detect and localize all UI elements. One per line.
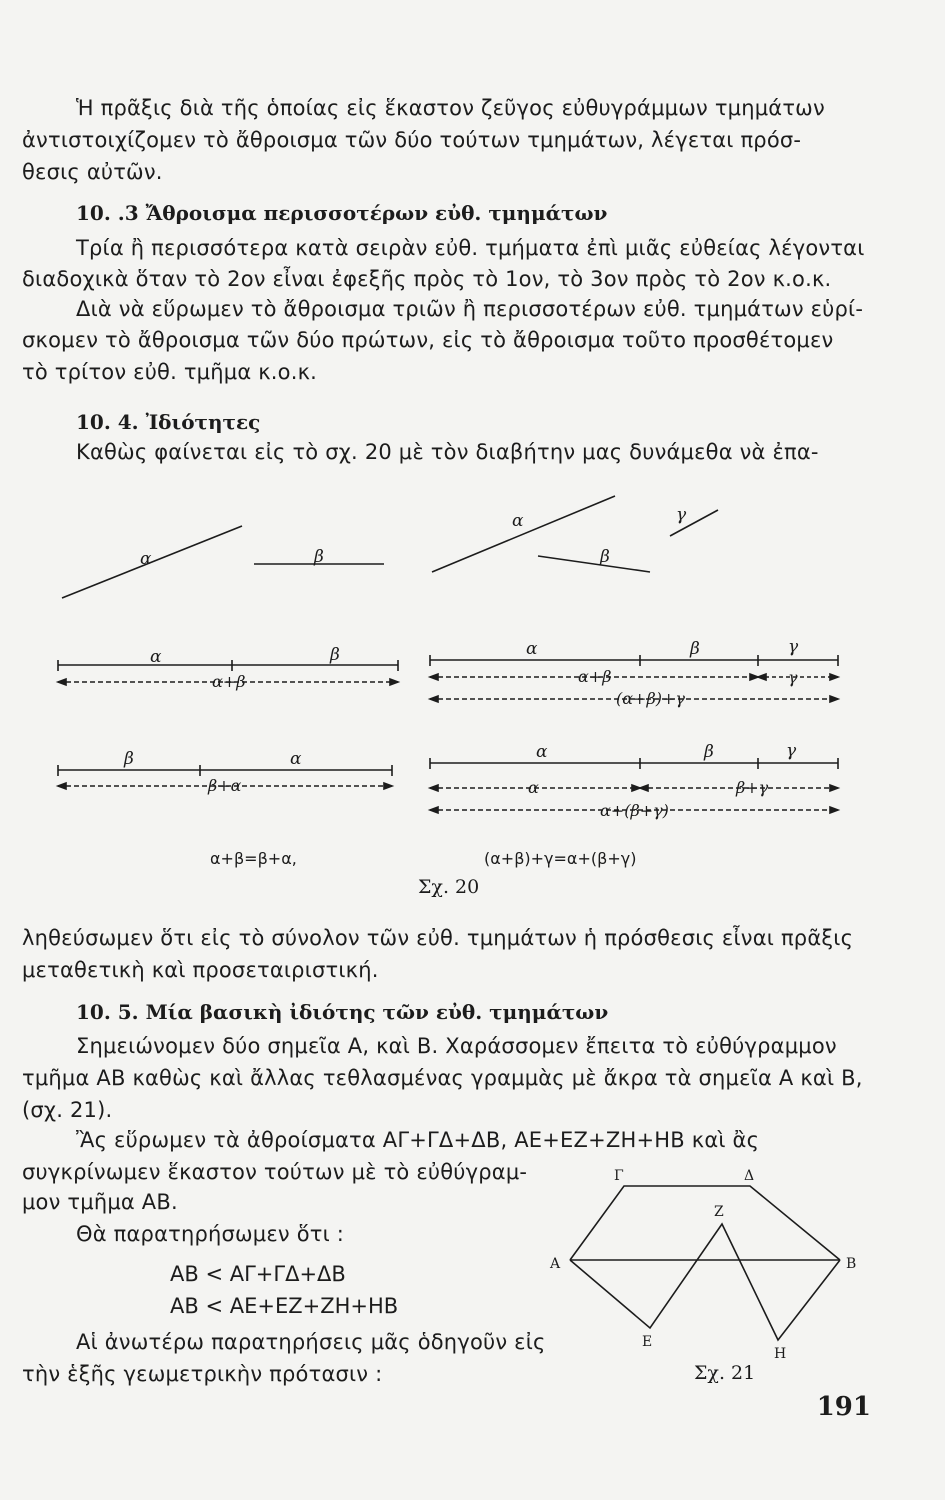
- point-A: Α: [550, 1256, 561, 1272]
- point-H: Η: [774, 1346, 787, 1362]
- label-b-r2: β: [124, 749, 134, 769]
- label-a-top: α: [140, 549, 152, 569]
- sec5-line6: μον τμῆμα ΑΒ.: [22, 1190, 178, 1214]
- sec5-line9: τὴν ἑξῆς γεωμετρικὴν πρότασιν :: [22, 1362, 383, 1386]
- point-B: Β: [846, 1256, 857, 1272]
- segment-b-top-2: [538, 556, 650, 572]
- label-c-r2r: γ: [786, 741, 797, 761]
- inequality-1: ΑΒ < ΑΓ+ΓΔ+ΔΒ: [170, 1262, 346, 1286]
- label-c-top: γ: [676, 505, 687, 525]
- section-3-heading: 10. .3 Ἄθροισμα περισσοτέρων εὐθ. τμημάτων: [76, 201, 608, 225]
- label-a-r1r: α: [526, 639, 538, 659]
- section-4-heading: 10. 4. Ἰδιότητες: [76, 410, 261, 434]
- sec5-line3: (σχ. 21).: [22, 1098, 113, 1122]
- sec3-line4: σκομεν τὸ ἄθροισμα τῶν δύο πρώτων, εἰς τὸ ἄθροισμα τοῦτο προσθέτομεν: [22, 328, 834, 352]
- section-5-heading: 10. 5. Μία βασικὴ ἰδιότης τῶν εὐθ. τμημάτων: [76, 1000, 609, 1024]
- inequality-2: ΑΒ < ΑΕ+ΕΖ+ΖΗ+ΗΒ: [170, 1294, 399, 1318]
- label-a-r2r: α: [536, 742, 548, 762]
- point-G: Γ: [614, 1168, 624, 1184]
- sec5-line1: Σημειώνομεν δύο σημεῖα Α, καὶ Β. Χαράσσομεν ἔπειτα τὸ εὐθύγραμμον: [76, 1034, 837, 1058]
- label-a-bc: α+(β+γ): [600, 801, 669, 820]
- para1-line1: Ἡ πρᾶξις διὰ τῆς ὁποίας εἰς ἕκαστον ζεῦγος εὐθυγράμμων τμημάτων: [76, 96, 825, 120]
- segment-a-top-2: [432, 496, 615, 572]
- sec3-line2: διαδοχικὰ ὅταν τὸ 2ον εἶναι ἐφεξῆς πρὸς τὸ 1ον, τὸ 3ον πρὸς τὸ 2ον κ.ο.κ.: [22, 267, 832, 291]
- para1-line3: θεσις αὐτῶν.: [22, 160, 163, 184]
- label-a-r1: α: [150, 647, 162, 667]
- figure-21-caption: Σχ. 21: [694, 1362, 756, 1384]
- para1-line2: ἀντιστοιχίζομεν τὸ ἄθροισμα τῶν δύο τούτων τμημάτων, λέγεται πρόσ-: [22, 128, 802, 152]
- label-ba-r2: β+α: [208, 776, 242, 795]
- point-E: Ε: [642, 1334, 653, 1350]
- page-number: 191: [816, 1392, 871, 1422]
- sec5-line8: Αἱ ἀνωτέρω παρατηρήσεις μᾶς ὁδηγοῦν εἰς: [76, 1330, 546, 1354]
- point-Z: Ζ: [714, 1204, 724, 1220]
- point-D: Δ: [744, 1168, 755, 1184]
- label-abc-r1r: α+β: [578, 667, 612, 686]
- broken-line-AEZHB: [570, 1224, 840, 1340]
- equation-associative: (α+β)+γ=α+(β+γ): [484, 849, 637, 868]
- label-c-r1r: γ: [788, 637, 799, 657]
- label-c2-r1r: γ: [788, 668, 798, 687]
- sec5-line7: Θὰ παρατηρήσωμεν ὅτι :: [76, 1222, 345, 1246]
- figure-20-caption: Σχ. 20: [418, 876, 480, 898]
- sec3-line3: Διὰ νὰ εὕρωμεν τὸ ἄθροισμα τριῶν ἢ περισσοτέρων εὐθ. τμημάτων εὑρί-: [76, 297, 864, 321]
- label-b-r1r: β: [690, 639, 700, 659]
- sec5-line5: συγκρίνωμεν ἕκαστον τούτων μὲ τὸ εὐθύγραμ-: [22, 1160, 528, 1184]
- label-ab-c: (α+β)+γ: [616, 689, 685, 708]
- sec4-line3: μεταθετικὴ καὶ προσεταιριστική.: [22, 958, 379, 982]
- sec5-line2: τμῆμα ΑΒ καθὼς καὶ ἄλλας τεθλασμένας γραμμὰς μὲ ἄκρα τὰ σημεῖα Α καὶ Β,: [22, 1066, 863, 1090]
- segment-a-top: [62, 526, 242, 598]
- label-bc-r2r: β+γ: [736, 778, 769, 797]
- label-a-r2: α: [290, 749, 302, 769]
- label-a-top-2: α: [512, 511, 524, 531]
- sec5-line4: Ἂς εὕρωμεν τὰ ἀθροίσματα ΑΓ+ΓΔ+ΔΒ, ΑΕ+ΕΖ+ΖΗ+ΗΒ καὶ ἂς: [76, 1128, 760, 1152]
- figure-20: [0, 480, 945, 900]
- sec3-line1: Τρία ἢ περισσότερα κατὰ σειρὰν εὐθ. τμήματα ἐπὶ μιᾶς εὐθείας λέγονται: [76, 236, 865, 260]
- sec3-line5: τὸ τρίτον εὐθ. τμῆμα κ.ο.κ.: [22, 360, 318, 384]
- label-b-r2r: β: [704, 742, 714, 762]
- sec4-line1: Καθὼς φαίνεται εἰς τὸ σχ. 20 μὲ τὸν διαβήτην μας δυνάμεθα νὰ ἐπα-: [76, 440, 819, 464]
- equation-commutative: α+β=β+α,: [210, 849, 297, 868]
- label-b-r1: β: [330, 645, 340, 665]
- label-a2-r2r: α: [528, 778, 539, 797]
- label-b-top: β: [314, 547, 324, 567]
- label-b-top-2: β: [600, 547, 610, 567]
- sec4-line2: ληθεύσωμεν ὅτι εἰς τὸ σύνολον τῶν εὐθ. τμημάτων ἡ πρόσθεσις εἶναι πρᾶξις: [22, 926, 854, 950]
- figure-21: [540, 1160, 900, 1370]
- label-ab-r1: α+β: [212, 672, 246, 691]
